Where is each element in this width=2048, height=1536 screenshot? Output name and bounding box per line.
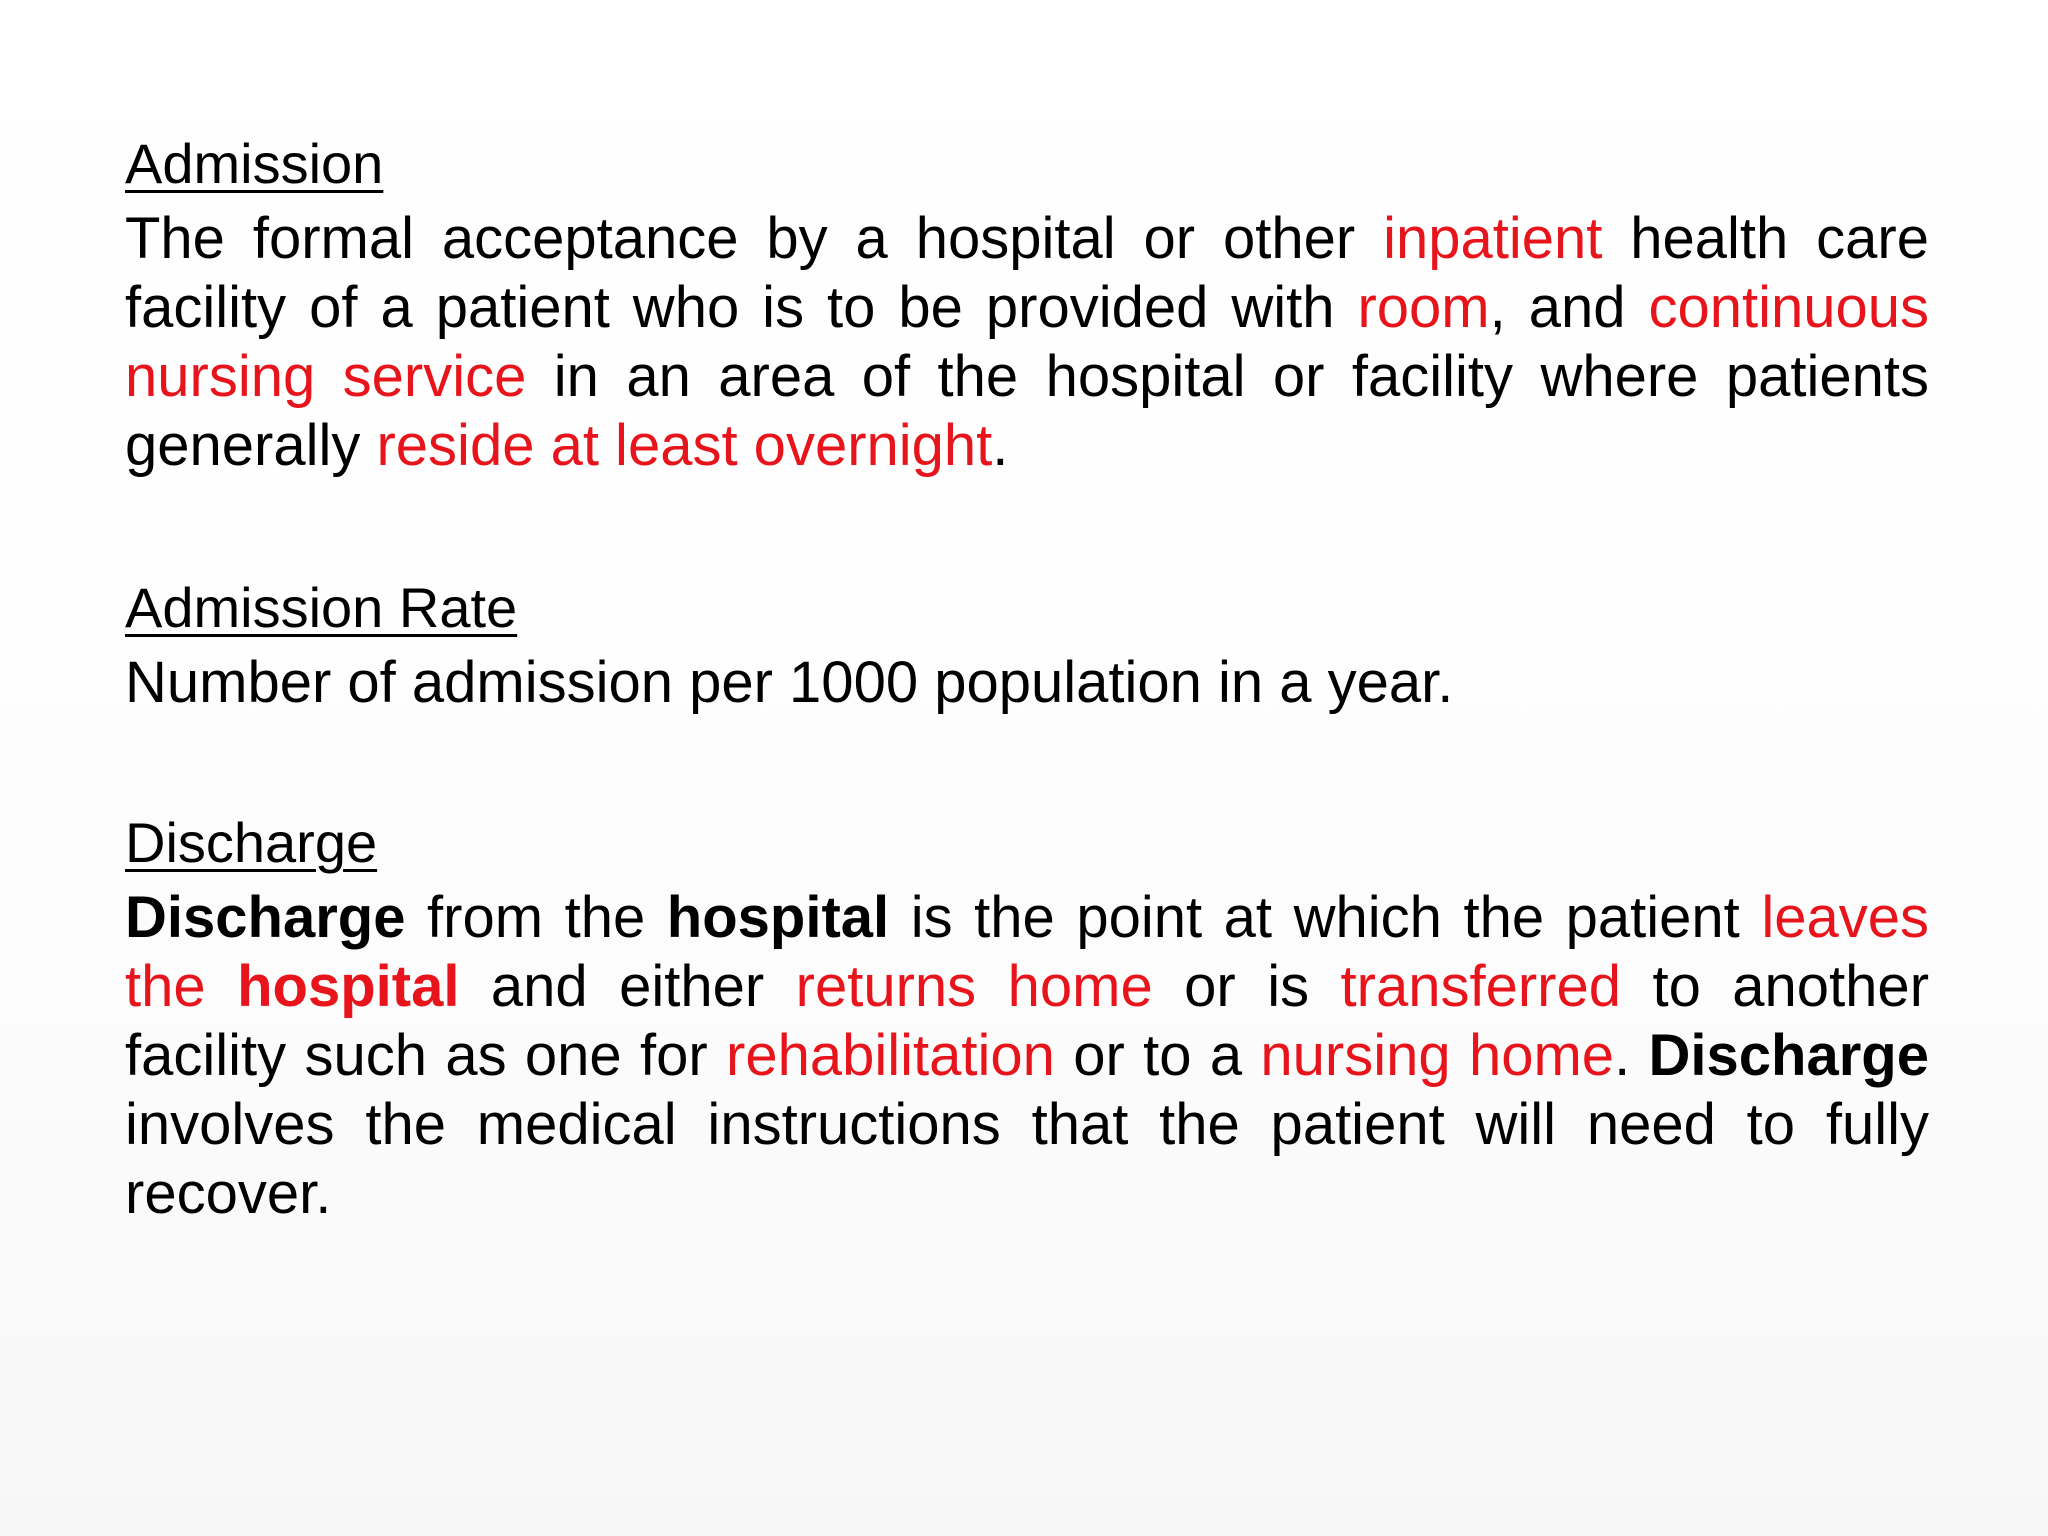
section-spacer	[125, 480, 1929, 574]
admission-definition	[125, 204, 1929, 480]
slide-content	[125, 130, 1929, 1228]
highlight-run: nursing home	[1260, 1023, 1615, 1088]
text-run: or is	[1152, 954, 1341, 1019]
bold-run: Discharge	[1648, 1023, 1929, 1088]
text-run: to another facility such as one for	[125, 954, 1930, 1088]
section-spacer	[125, 717, 1929, 809]
highlight-run: inpatient	[1383, 206, 1603, 271]
highlight-run: transferred	[1340, 954, 1622, 1019]
text-run: The formal acceptance by a hospital or other	[125, 206, 1384, 271]
text-run: in an area of the hospital or facility where patients generally	[125, 344, 1929, 478]
discharge-heading: Discharge	[125, 811, 378, 874]
text-run: from the	[405, 885, 667, 950]
highlight-run: room	[1357, 275, 1490, 340]
highlight-run: rehabilitation	[726, 1023, 1055, 1088]
text-run: , and	[1489, 275, 1649, 340]
bold-run: Discharge	[125, 885, 406, 950]
text-run: and either	[459, 954, 796, 1019]
highlight-bold-run: hospital	[237, 954, 460, 1019]
text-run: .	[1614, 1023, 1649, 1088]
highlight-run: continuous nursing service	[125, 275, 1929, 409]
text-run: is the point at which the patient	[889, 885, 1762, 950]
text-run: or to a	[1054, 1023, 1261, 1088]
text-run: Number of admission per 1000 population in a year.	[125, 650, 1454, 715]
highlight-run: reside at least overnight	[376, 413, 993, 478]
text-run: involves the medical instructions that the patient will need to fully recover.	[125, 1092, 1929, 1226]
text-run: .	[992, 413, 1009, 478]
discharge-definition	[125, 883, 1929, 1228]
highlight-run: returns home	[795, 954, 1153, 1019]
bold-run: hospital	[666, 885, 890, 950]
admission-rate-heading: Admission Rate	[125, 576, 518, 639]
admission-rate-definition	[125, 648, 1929, 717]
admission-heading: Admission	[125, 132, 384, 195]
text-run: health care facility of a patient who is to be provided with	[125, 206, 1929, 340]
highlight-run: leaves the	[125, 885, 1930, 1019]
